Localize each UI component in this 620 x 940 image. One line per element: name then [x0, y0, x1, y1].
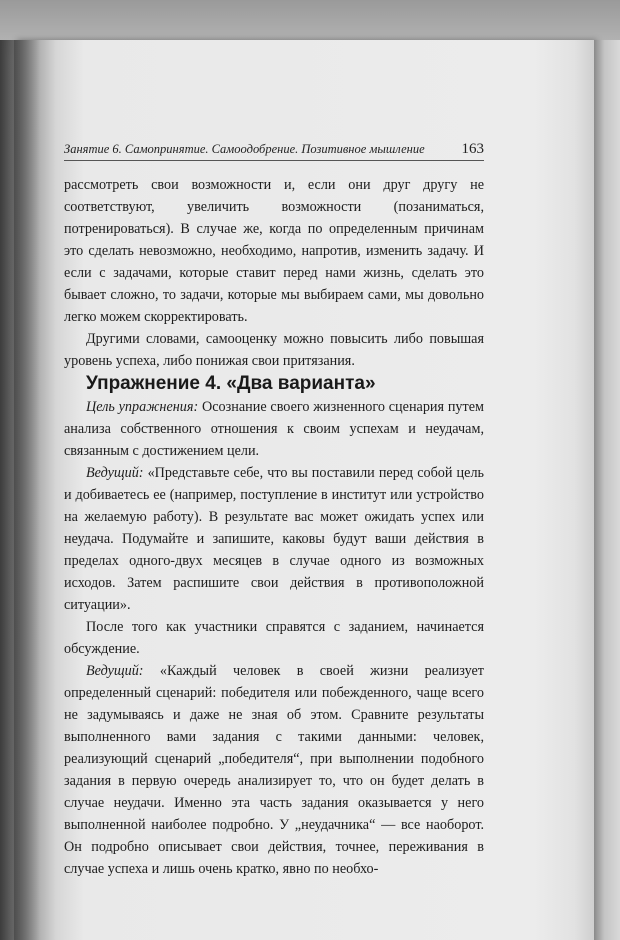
page-body — [64, 174, 484, 880]
page-edge — [594, 40, 620, 940]
paragraph-host-1 — [64, 462, 484, 616]
host-text-1: «Представьте себе, что вы поставили перед собой цель и добиваетесь ее (например, поступление в институт или устройство на желаемую работу). В результате вас может ожидать успех или неудача. Подумайте и запишите, каковы будут ваши действия в пределах одного-двух месяцев в случае одного из возможных исходов. Затем распишите свои действия в противоположной ситуации». — [64, 465, 484, 613]
page-number: 163 — [461, 141, 484, 157]
goal-text: Осознание своего жизненного сценария путем анализа собственного отношения к своим успехам и неудачам, связанным с достижением цели. — [64, 399, 484, 459]
paragraph-goal — [64, 396, 484, 462]
host-label-1: Ведущий: — [86, 465, 144, 481]
paragraph-host-2 — [64, 660, 484, 880]
paragraph-2: Другими словами, самооценку можно повысить либо повышая уровень успеха, либо понижая свои притязания. — [64, 331, 484, 369]
running-header — [64, 140, 484, 161]
running-title: Занятие 6. Самопринятие. Самоодобрение. Позитивное мышление — [64, 142, 425, 156]
binding-shadow — [0, 40, 40, 940]
exercise-heading: Упражнение 4. «Два варианта» — [86, 373, 376, 394]
host-label-2: Ведущий: — [86, 663, 144, 679]
goal-label: Цель упражнения: — [86, 399, 199, 415]
paragraph-discussion: После того как участники справятся с заданием, начинается обсуждение. — [64, 619, 484, 657]
host-text-2: «Каждый человек в своей жизни реализует определенный сценарий: победителя или побежденного, чаще всего не задумываясь и даже не зная об этом. Сравните результаты выполненного вами задания с такими данными: человек, реализующий сценарий „победителя“, при выполнении подобного задания в первую очередь анализирует то, что он будет делать в случае неудачи. Именно эта часть задания оказывается у него выполненной наиболее подробно. У „неудачника“ — все наоборот. Он подробно описывает свои действия, точнее, переживания в случае успеха и лишь очень кратко, явно по необхо- — [64, 663, 484, 877]
paragraph-1: рассмотреть свои возможности и, если они друг другу не соответствуют, увеличить возможности (позаниматься, потренироваться). В случае же, когда по определенным причинам это сделать невозможно, необходимо, напротив, изменить задачу. И если с задачами, которые ставит перед нами жизнь, сделать это бывает сложно, то задачи, которые мы выбираем сами, мы довольно легко можем скорректировать. — [64, 177, 484, 325]
